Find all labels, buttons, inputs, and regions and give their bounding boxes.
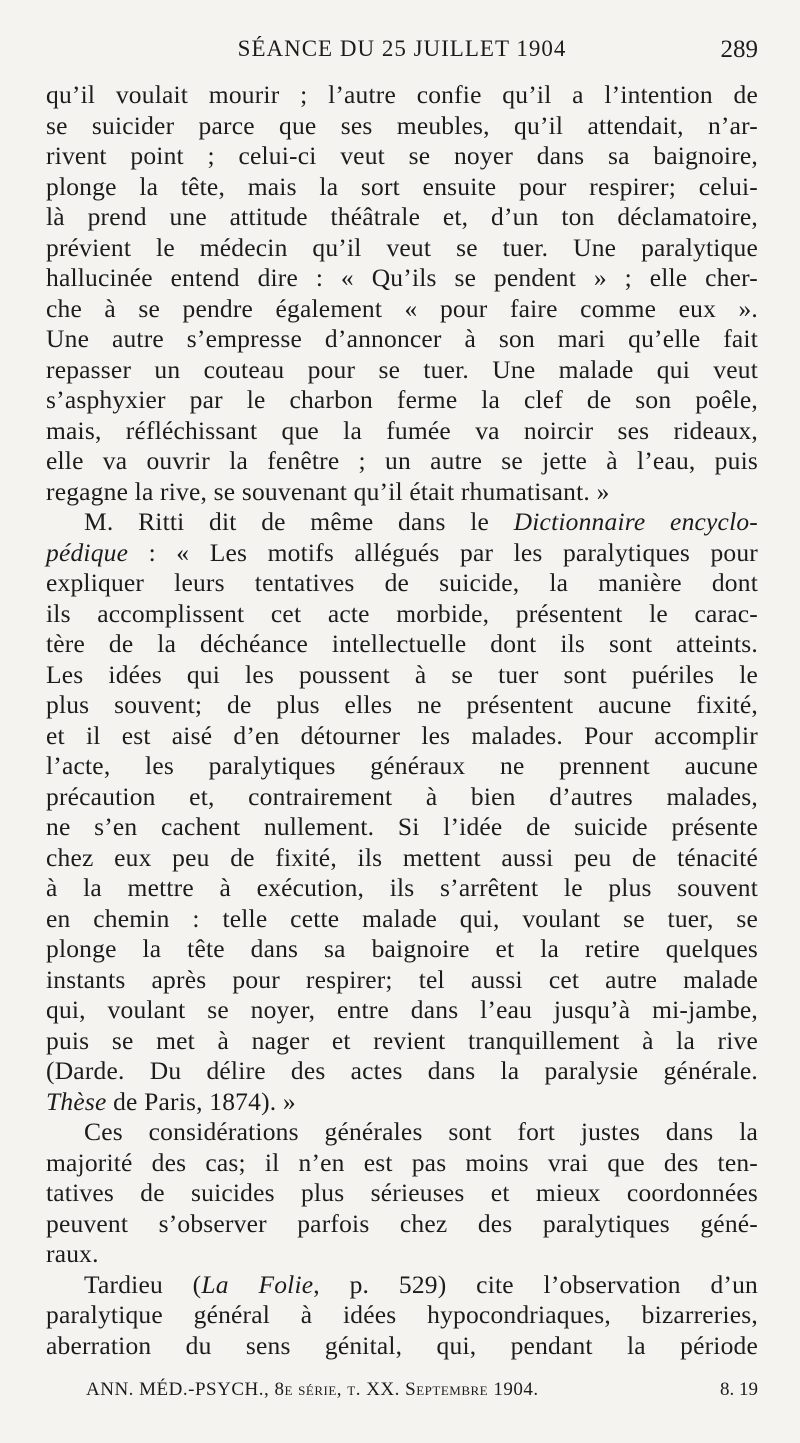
- text-line: expliquer leurs tentatives de suicide, la manière dont: [46, 568, 758, 597]
- text-line: raux.: [46, 1239, 99, 1268]
- text-line: tère de la déchéance intellectuelle dont ils sont atteints.: [46, 629, 758, 658]
- thesis-italic: Thèse: [46, 1086, 107, 1116]
- text-line: précaution et, contrairement à bien d’autres malades,: [46, 781, 758, 811]
- text-line: plonge la tête dans sa baignoire et la retire quelques: [46, 934, 758, 963]
- body-text: [46, 80, 758, 1361]
- running-head: [46, 36, 758, 66]
- text-line: Une autre s’empresse d’annoncer à son mari qu’elle fait: [46, 324, 758, 353]
- text-line: regagne la rive, se souvenant qu’il était rhumatisant. »: [46, 476, 610, 506]
- journal-citation: ANN. MÉD.-PSYCH., 8e série, t. XX. Septembre 1904.: [86, 1379, 539, 1400]
- text-line: [46, 538, 758, 569]
- text-run: : « Les motifs allégués par les paralytiques pour: [128, 537, 758, 567]
- running-head-title: SÉANCE DU 25 JUILLET 1904: [237, 36, 567, 61]
- text-line: instants après pour respirer; tel aussi cet autre malade: [46, 964, 758, 994]
- text-line: se suicider parce que ses meubles, qu’il attendait, n’ar-: [46, 110, 758, 140]
- text-run: , p. 529) cite l’observation d’un: [313, 1269, 758, 1299]
- text-line: en chemin : telle cette malade qui, voulant se tuer, se: [46, 903, 758, 933]
- text-line: qu’il voulait mourir ; l’autre confie qu’il a l’intention de: [46, 80, 758, 109]
- text-line: à la mettre à exécution, ils s’arrêtent le plus souvent: [46, 873, 758, 902]
- text-line: majorité des cas; il n’en est pas moins vrai que des ten-: [46, 1147, 758, 1177]
- text-line: s’asphyxier par le charbon ferme la clef de son poêle,: [46, 385, 758, 414]
- paragraph-start-line: Ces considérations générales sont fort justes dans la: [84, 1117, 758, 1146]
- text-run: de Paris, 1874). »: [106, 1086, 296, 1116]
- text-line: prévient le médecin qu’il veut se tuer. Une paralytique: [46, 232, 758, 262]
- text-line: mais, réfléchissant que la fumée va noircir ses rideaux,: [46, 415, 758, 445]
- text-line: repasser un couteau pour se tuer. Une malade qui veut: [46, 354, 758, 384]
- text-line: chez eux peu de fixité, ils mettent aussi peu de ténacité: [46, 842, 758, 872]
- text-line: et il est aisé d’en détourner les malades. Pour accomplir: [46, 720, 758, 750]
- page-number: 289: [720, 36, 758, 63]
- text-line: plus souvent; de plus elles ne présentent aucune fixité,: [46, 690, 758, 719]
- text-line: elle va ouvrir la fenêtre ; un autre se jette à l’eau, puis: [46, 446, 758, 475]
- text-line: plonge la tête, mais la sort ensuite pour respirer; celui-: [46, 171, 758, 201]
- text-line: ils accomplissent cet acte morbide, présentent le carac-: [46, 598, 758, 628]
- text-line: puis se met à nager et revient tranquillement à la rive: [46, 1025, 758, 1055]
- paragraph-start-line: [46, 507, 758, 538]
- text-run: Tardieu (: [84, 1269, 202, 1299]
- text-line: peuvent s’observer parfois chez des paralytiques géné-: [46, 1208, 758, 1238]
- text-line: rivent point ; celui-ci veut se noyer dans sa baignoire,: [46, 141, 758, 170]
- text-line: tatives de suicides plus sérieuses et mieux coordonnées: [46, 1178, 758, 1207]
- text-run: M. Ritti dit de même dans le: [84, 507, 514, 536]
- text-line: qui, voulant se noyer, entre dans l’eau jusqu’à mi-jambe,: [46, 995, 758, 1024]
- text-line: (Darde. Du délire des actes dans la paralysie générale.: [46, 1056, 758, 1085]
- signature-mark: 8. 19: [720, 1379, 758, 1400]
- text-line: [46, 1087, 758, 1118]
- text-line: l’acte, les paralytiques généraux ne prennent aucune: [46, 751, 758, 780]
- text-line: aberration du sens génital, qui, pendant la période: [46, 1330, 758, 1360]
- page-footer: [86, 1379, 758, 1403]
- book-title-italic: pédique: [46, 537, 129, 567]
- text-line: che à se pendre également « pour faire comme eux ».: [46, 293, 758, 323]
- text-line: Les idées qui les poussent à se tuer sont puériles le: [46, 659, 758, 689]
- book-title-italic: Dictionnaire encyclo-: [513, 507, 759, 536]
- paragraph-start-line: [46, 1270, 758, 1301]
- text-line: ne s’en cachent nullement. Si l’idée de suicide présente: [46, 812, 758, 841]
- book-title-italic: La Folie: [201, 1269, 314, 1299]
- text-line: paralytique général à idées hypocondriaques, bizarreries,: [46, 1300, 758, 1329]
- text-line: là prend une attitude théâtrale et, d’un ton déclamatoire,: [46, 202, 758, 231]
- text-line: hallucinée entend dire : « Qu’ils se pendent » ; elle cher-: [46, 263, 758, 292]
